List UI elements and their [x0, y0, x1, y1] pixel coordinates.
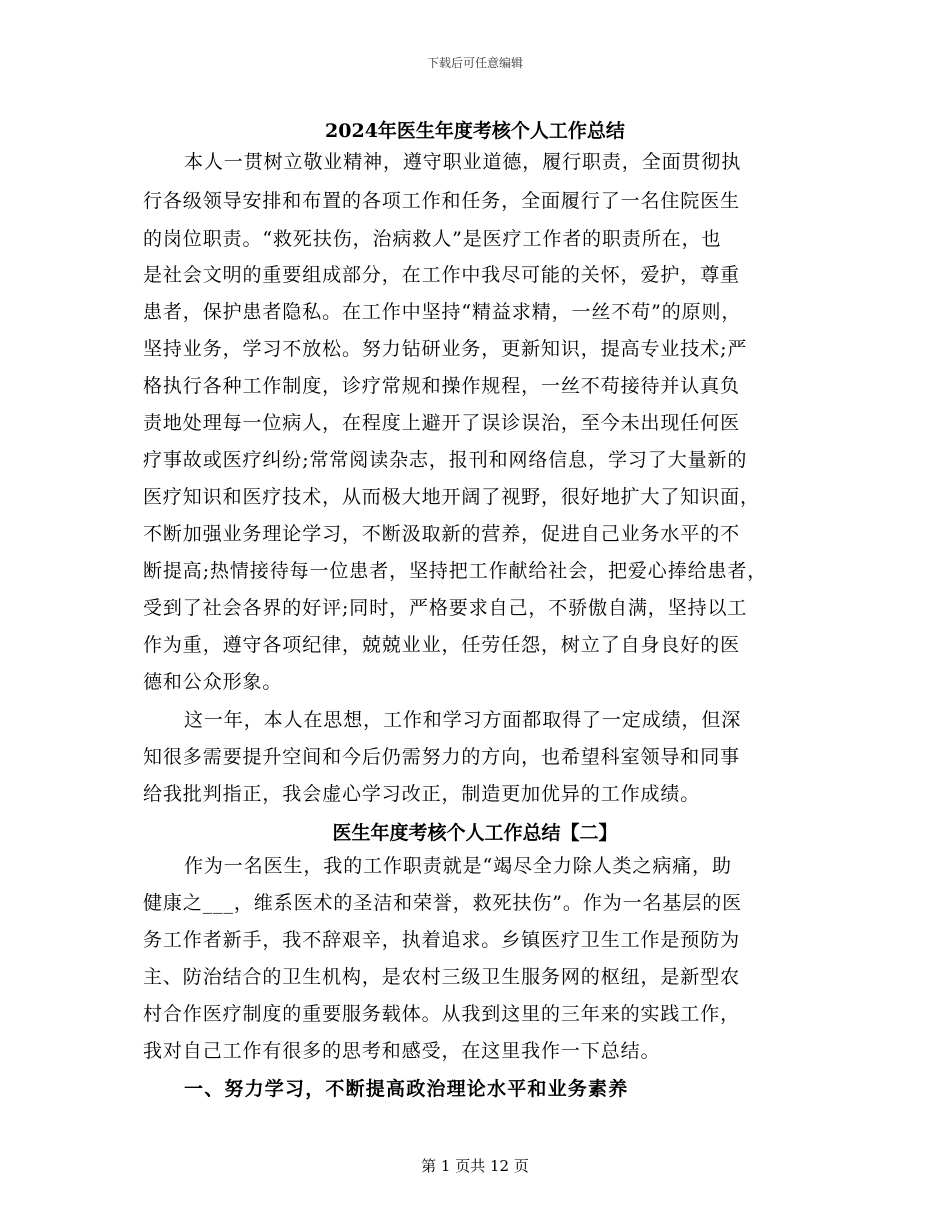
page-header-note: 下载后可任意编辑	[426, 56, 523, 70]
section2-title: 医生年度考核个人工作总结【二】	[332, 822, 618, 844]
paragraph-line: 健康之___，维系医术的圣洁和荣誉，救死扶伤”。作为一名基层的医	[143, 892, 743, 914]
page-number: 第 1 页共 12 页	[421, 1157, 529, 1175]
paragraph-line: 这一年，本人在思想，工作和学习方面都取得了一定成绩，但深	[184, 709, 742, 731]
paragraph-line: 坚持业务，学习不放松。努力钻研业务，更新知识，提高专业技术;严	[143, 338, 748, 360]
paragraph-line: 是社会文明的重要组成部分，在工作中我尽可能的关怀，爱护，尊重	[143, 264, 741, 286]
paragraph-line: 本人一贯树立敬业精神，遵守职业道德，履行职责，全面贯彻执	[184, 151, 742, 173]
document-title: 2024年医生年度考核个人工作总结	[325, 120, 625, 142]
paragraph-line: 患者，保护患者隐私。在工作中坚持“精益求精，一丝不苟”的原则，	[143, 301, 742, 323]
paragraph-line: 我对自己工作有很多的思考和感受，在这里我作一下总结。	[143, 1040, 661, 1062]
paragraph-line: 格执行各种工作制度，诊疗常规和操作规程，一丝不苟接待并认真负	[143, 375, 741, 397]
paragraph-line: 务工作者新手，我不辞艰辛，执着追求。乡镇医疗卫生工作是预防为	[143, 929, 741, 951]
paragraph-line: 知很多需要提升空间和今后仍需努力的方向，也希望科室领导和同事	[143, 746, 741, 768]
paragraph-line: 责地处理每一位病人，在程度上避开了误诊误治，至今未出现任何医	[143, 412, 741, 434]
paragraph-line: 主、防治结合的卫生机构，是农村三级卫生服务网的枢纽，是新型农	[143, 966, 741, 988]
paragraph-line: 受到了社会各界的好评;同时，严格要求自己，不骄傲自满，坚持以工	[143, 597, 748, 619]
paragraph-line: 作为重，遵守各项纪律，兢兢业业，任劳任怨，树立了自身良好的医	[143, 634, 741, 656]
paragraph-line: 疗事故或医疗纠纷;常常阅读杂志，报刊和网络信息，学习了大量新的	[143, 449, 748, 471]
paragraph-line: 不断加强业务理论学习，不断汲取新的营养，促进自己业务水平的不	[143, 523, 741, 545]
section2-subheading: 一、努力学习，不断提高政治理论水平和业务素养	[184, 1078, 629, 1100]
paragraph-line: 断提高;热情接待每一位患者，坚持把工作献给社会，把爱心捧给患者，	[143, 560, 768, 582]
paragraph-line: 的岗位职责。“救死扶伤，治病救人”是医疗工作者的职责所在，也	[143, 228, 722, 250]
paragraph-line: 给我批判指正，我会虚心学习改正，制造更加优异的工作成绩。	[143, 783, 701, 805]
paragraph-line: 医疗知识和医疗技术，从而极大地开阔了视野，很好地扩大了知识面，	[143, 486, 760, 508]
paragraph-line: 德和公众形象。	[143, 671, 283, 693]
paragraph-line: 行各级领导安排和布置的各项工作和任务，全面履行了一名住院医生	[143, 190, 741, 212]
paragraph-line: 作为一名医生，我的工作职责就是“竭尽全力除人类之病痛，助	[184, 855, 732, 877]
paragraph-line: 村合作医疗制度的重要服务载体。从我到这里的三年来的实践工作，	[143, 1003, 741, 1025]
